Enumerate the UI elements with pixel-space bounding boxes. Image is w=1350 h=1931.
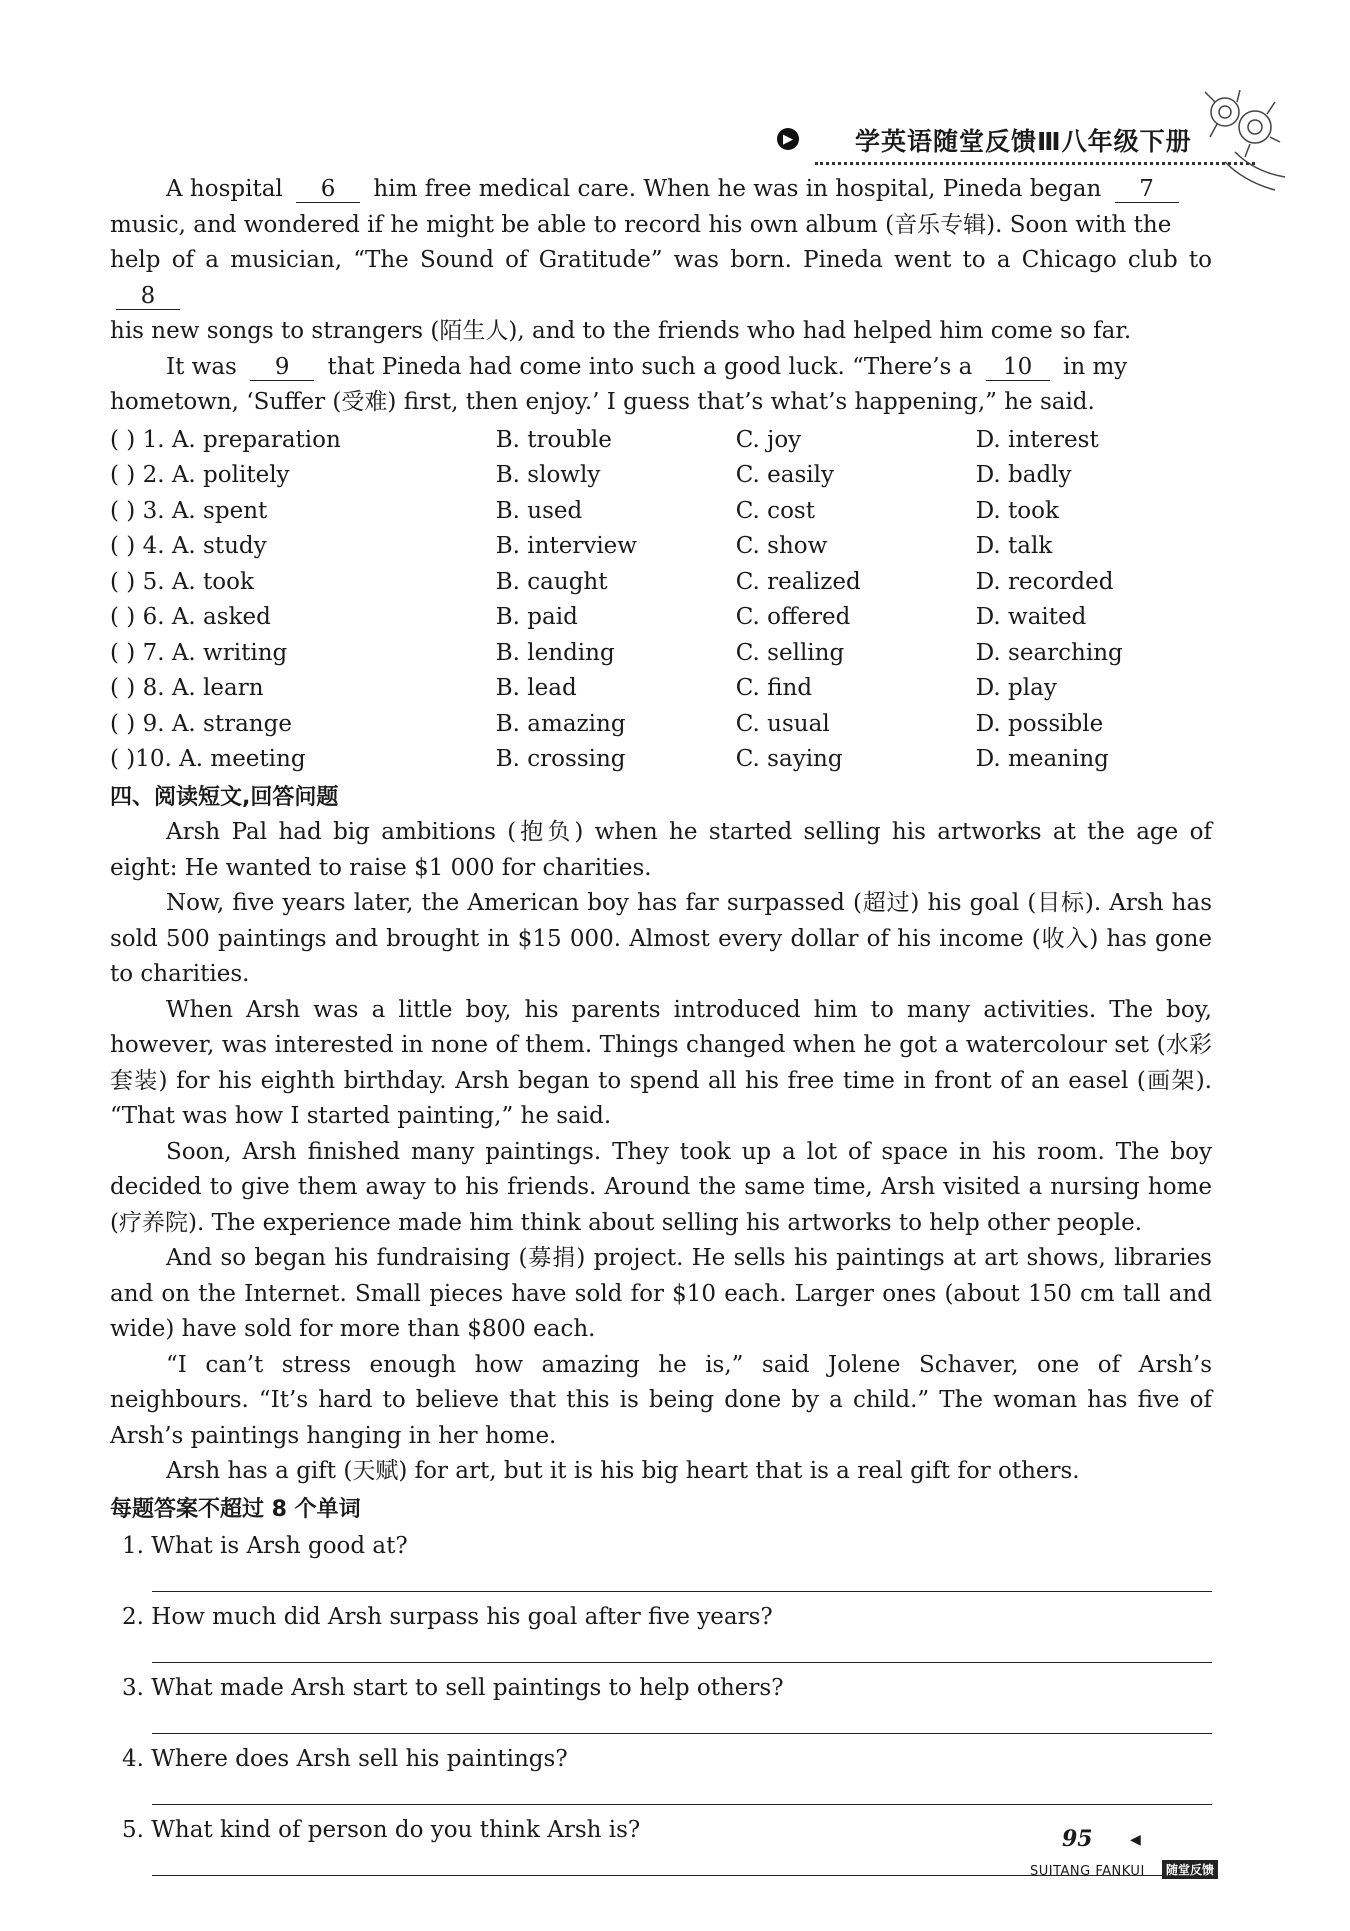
cloze-line-6: hometown, ‘Suffer (受难) first, then enjoy.’ I guess that’s what’s happening,” he said. [110,389,1095,415]
option-b[interactable]: B. interview [495,533,637,559]
question-text: 3. What made Arsh start to sell paintings to help others? [122,1675,784,1701]
answer-line[interactable] [152,1591,1212,1592]
page-number: 95 [1062,1826,1093,1852]
option-row [110,707,1212,743]
answer-line[interactable] [152,1804,1212,1805]
reading-paragraph: Arsh Pal had big ambitions (抱负) when he started selling his artworks at the age of eight: He wanted to raise $1 000 for charities. [110,819,1212,881]
option-d[interactable]: D. searching [975,639,1123,666]
option-c[interactable]: C. selling [735,639,845,666]
text-run: that Pineda had come into such a good luck. “There’s a [320,353,980,380]
text-run: in my [1055,353,1128,380]
option-row [110,565,1212,601]
option-d[interactable]: D. play [975,675,1057,701]
question-item [110,1600,1212,1671]
option-b[interactable]: B. lead [495,675,577,701]
footer-stamp: 随堂反馈 [1162,1860,1218,1879]
option-b[interactable]: B. caught [495,568,608,595]
reading-paragraph: Arsh has a gift (天赋) for art, but it is his big heart that is a real gift for others. [166,1458,1080,1484]
text-run: him free medical care. When he was in hospital, Pineda began [366,176,1109,202]
answer-line[interactable] [152,1733,1212,1734]
option-d[interactable]: D. interest [975,426,1099,453]
option-b[interactable]: B. paid [495,604,578,630]
text-run: help of a musician, “The Sound of Gratitude” was born. Pineda went to a Chicago club to [110,247,1212,273]
blank-9[interactable]: 9 [250,354,314,381]
reading-paragraph: When Arsh was a little boy, his parents introduced him to many activities. The boy, however, was interested in none of them. Things changed when he got a watercolour set (水彩套装) for his eighth birthday. Arsh began to spend all his free time in front of an easel (画架). “That was how I started painting,” he said. [110,996,1212,1129]
page-footer [1000,1826,1250,1886]
option-c[interactable]: C. joy [735,426,802,453]
question-text: 2. How much did Arsh surpass his goal after five years? [122,1604,773,1630]
option-a[interactable]: ( ) 8. A. learn [110,675,264,701]
option-c[interactable]: C. saying [735,746,843,772]
option-row [110,636,1212,672]
option-a[interactable]: ( ) 6. A. asked [110,604,271,630]
text-run: A hospital [166,176,291,202]
question-item [110,1529,1212,1600]
option-d[interactable]: D. waited [975,604,1087,630]
option-d[interactable]: D. meaning [975,746,1109,772]
option-b[interactable]: B. lending [495,639,615,666]
cloze-line-2: music, and wondered if he might be able to record his own album (音乐专辑). Soon with the [110,211,1172,238]
answer-line[interactable] [152,1662,1212,1663]
cloze-line-4: his new songs to strangers (陌生人), and to the friends who had helped him come so far. [110,318,1132,344]
option-row [110,458,1212,494]
option-d[interactable]: D. recorded [975,568,1114,595]
option-b[interactable]: B. trouble [495,426,612,453]
option-a[interactable]: ( ) 5. A. took [110,568,254,595]
option-c[interactable]: C. show [735,533,828,559]
blank-10[interactable]: 10 [986,354,1050,381]
footer-brand: SUITANG FANKUI [1030,1864,1145,1879]
option-row [110,671,1212,707]
option-c[interactable]: C. realized [735,568,861,595]
reading-paragraph: “I can’t stress enough how amazing he is,” said Jolene Schaver, one of Arsh’s neighbours. “It’s hard to believe that this is being done by a child.” The woman has five of Arsh’s paintings hanging in her home. [110,1351,1212,1449]
reading-paragraph: And so began his fundraising (募捐) project. He sells his paintings at art shows, libraries and on the Internet. Small pieces have sold for $10 each. Larger ones (about 150 cm tall and wide) have sold for more than $800 each. [110,1245,1212,1342]
text-run: It was [166,353,245,380]
option-row [110,423,1212,459]
option-d[interactable]: D. talk [975,533,1053,559]
cloze-line-3 [110,243,1212,314]
bullet-icon: ▶ [777,128,799,150]
cloze-line-5 [110,350,1212,386]
question-text: 4. Where does Arsh sell his paintings? [122,1746,568,1772]
option-row [110,600,1212,636]
blank-8[interactable]: 8 [116,283,180,310]
option-a[interactable]: ( ) 7. A. writing [110,639,288,666]
option-b[interactable]: B. slowly [495,462,601,488]
option-b[interactable]: B. used [495,497,583,524]
option-c[interactable]: C. cost [735,497,815,524]
options-table [110,423,1212,778]
blank-7[interactable]: 7 [1115,176,1179,203]
question-text: 1. What is Arsh good at? [122,1533,408,1559]
blank-6[interactable]: 6 [296,176,360,203]
option-c[interactable]: C. offered [735,604,851,630]
section-title: 四、阅读短文,回答问题 [110,784,339,810]
option-a[interactable]: ( ) 1. A. preparation [110,426,341,453]
option-a[interactable]: ( ) 4. A. study [110,533,267,559]
option-row [110,742,1212,778]
book-title: 学英语随堂反馈Ⅲ八年级下册 [855,127,1192,156]
option-c[interactable]: C. usual [735,710,830,737]
option-a[interactable]: ( ) 9. A. strange [110,710,292,737]
cloze-line-1 [110,172,1212,208]
question-item [110,1742,1212,1813]
reading-paragraph: Now, five years later, the American boy has far surpassed (超过) his goal (目标). Arsh has sold 500 paintings and brought in $15 000. Almost every dollar of his income (收入) has gone to charities. [110,890,1212,987]
option-d[interactable]: D. badly [975,462,1072,488]
option-c[interactable]: C. find [735,675,813,701]
question-item [110,1671,1212,1742]
question-text: 5. What kind of person do you think Arsh is? [122,1817,641,1843]
option-a[interactable]: ( ) 3. A. spent [110,497,268,524]
option-b[interactable]: B. crossing [495,746,626,772]
reading-paragraph: Soon, Arsh finished many paintings. They took up a lot of space in his room. The boy decided to give them away to his friends. Around the same time, Arsh visited a nursing home (疗养院). The experience made him think about selling his artworks to help other people. [110,1138,1212,1236]
option-row [110,529,1212,565]
option-row [110,494,1212,530]
answer-instruction: 每题答案不超过 8 个单词 [110,1496,361,1522]
arrow-left-icon: ◀ [1130,1832,1141,1848]
page-content [110,172,1212,1884]
option-a[interactable]: ( ) 2. A. politely [110,462,290,488]
option-c[interactable]: C. easily [735,462,835,488]
option-d[interactable]: D. possible [975,710,1104,737]
option-d[interactable]: D. took [975,497,1059,524]
option-a[interactable]: ( )10. A. meeting [110,746,306,772]
option-b[interactable]: B. amazing [495,710,626,737]
